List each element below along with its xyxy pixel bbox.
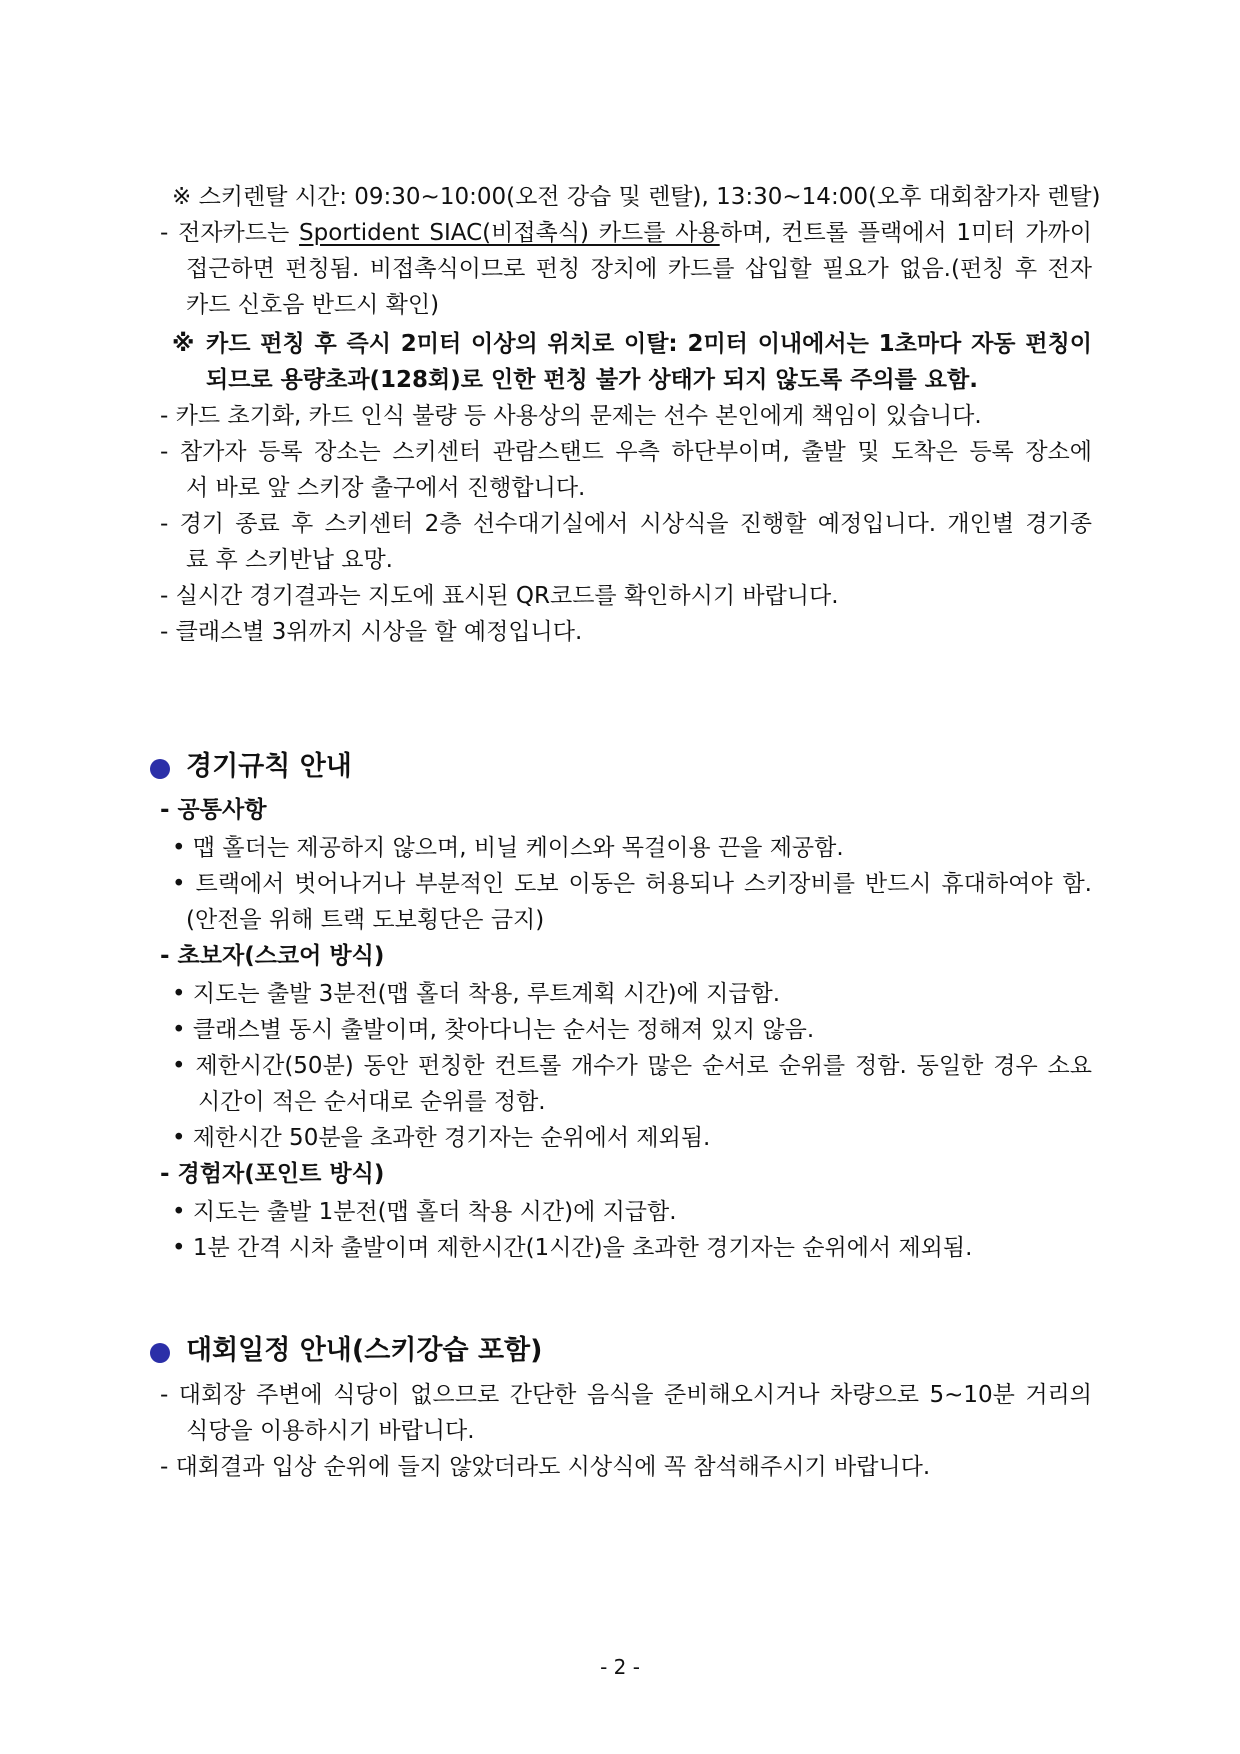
card-info-suffix: 하며, 컨트롤 플랙에서 1미터 가까이 — [719, 220, 1092, 246]
beginner-rule-3: • 제한시간(50분) 동안 펀칭한 컨트롤 개수가 많은 순서로 순위를 정함. 동일한 경우 소요 — [172, 1053, 1092, 1079]
card-info-prefix: - 전자카드는 — [160, 220, 300, 246]
class-awards-note: - 클래스별 3위까지 시상을 할 예정입니다. — [160, 619, 583, 645]
expert-rules-title: - 경험자(포인트 방식) — [160, 1161, 385, 1187]
punch-warning-line-2: 되므로 용량초과(128회)로 인한 펀칭 불가 상태가 되지 않도록 주의를 요함. — [206, 367, 978, 393]
registration-location-line-2: 서 바로 앞 스키장 출구에서 진행합니다. — [186, 475, 586, 501]
schedule-heading: 대회일정 안내(스키강습 포함) — [186, 1335, 543, 1366]
beginner-rule-1: • 지도는 출발 3분전(맵 홀더 착용, 루트계획 시간)에 지급함. — [172, 981, 781, 1007]
beginner-rule-2: • 클래스별 동시 출발이며, 찾아다니는 순서는 정해져 있지 않음. — [172, 1017, 815, 1043]
common-rules-title: - 공통사항 — [160, 797, 267, 823]
common-rule-2: • 트랙에서 벗어나거나 부분적인 도보 이동은 허용되나 스키장비를 반드시 휴대하여야 함. — [172, 871, 1092, 897]
award-ceremony-line-2: 료 후 스키반납 요망. — [186, 547, 393, 573]
schedule-note-1-cont: 식당을 이용하시기 바랍니다. — [186, 1418, 475, 1444]
schedule-note-1: - 대회장 주변에 식당이 없으므로 간단한 음식을 준비해오시거나 차량으로 5~10분 거리의 — [160, 1382, 1092, 1408]
rental-time-note: ※ 스키렌탈 시간: 09:30~10:00(오전 강습 및 렌탈), 13:30~14:00(오후 대회참가자 렌탈) — [172, 184, 1101, 210]
beginner-rule-4: • 제한시간 50분을 초과한 경기자는 순위에서 제외됨. — [172, 1125, 711, 1151]
beginner-rules-title: - 초보자(스코어 방식) — [160, 943, 385, 969]
card-responsibility-note: - 카드 초기화, 카드 인식 불량 등 사용상의 문제는 선수 본인에게 책임이 있습니다. — [160, 403, 982, 429]
schedule-note-2: - 대회결과 입상 순위에 들지 않았더라도 시상식에 꼭 참석해주시기 바랍니다. — [160, 1454, 931, 1480]
registration-location-line-1: - 참가자 등록 장소는 스키센터 관람스탠드 우측 하단부이며, 출발 및 도착은 등록 장소에 — [160, 439, 1092, 465]
punch-warning-line-1: ※ 카드 펀칭 후 즉시 2미터 이상의 위치로 이탈: 2미터 이내에서는 1초마다 자동 펀칭이 — [172, 331, 1092, 357]
rules-heading: 경기규칙 안내 — [186, 751, 352, 782]
common-rule-2-cont: (안전을 위해 트랙 도보횡단은 금지) — [186, 907, 545, 933]
card-info-line — [160, 218, 1092, 248]
expert-rule-1: • 지도는 출발 1분전(맵 홀더 착용 시간)에 지급함. — [172, 1199, 677, 1225]
section-bullet-icon — [150, 759, 170, 779]
beginner-rule-3-cont: 시간이 적은 순서대로 순위를 정함. — [198, 1089, 546, 1115]
live-results-note: - 실시간 경기결과는 지도에 표시된 QR코드를 확인하시기 바랍니다. — [160, 583, 839, 609]
card-info-line-2: 접근하면 펀칭됨. 비접촉식이므로 펀칭 장치에 카드를 삽입할 필요가 없음.(펀칭 후 전자 — [186, 256, 1092, 282]
common-rule-1: • 맵 홀더는 제공하지 않으며, 비닐 케이스와 목걸이용 끈을 제공함. — [172, 835, 844, 861]
award-ceremony-line-1: - 경기 종료 후 스키센터 2층 선수대기실에서 시상식을 진행할 예정입니다. 개인별 경기종 — [160, 511, 1092, 537]
expert-rule-2: • 1분 간격 시차 출발이며 제한시간(1시간)을 초과한 경기자는 순위에서 제외됨. — [172, 1235, 973, 1261]
card-info-underlined: Sportident SIAC(비접촉식) 카드를 사용 — [299, 220, 720, 246]
card-info-line-3: 카드 신호음 반드시 확인) — [186, 292, 440, 318]
page-number: - 2 - — [600, 1655, 640, 1679]
section-bullet-icon — [150, 1343, 170, 1363]
